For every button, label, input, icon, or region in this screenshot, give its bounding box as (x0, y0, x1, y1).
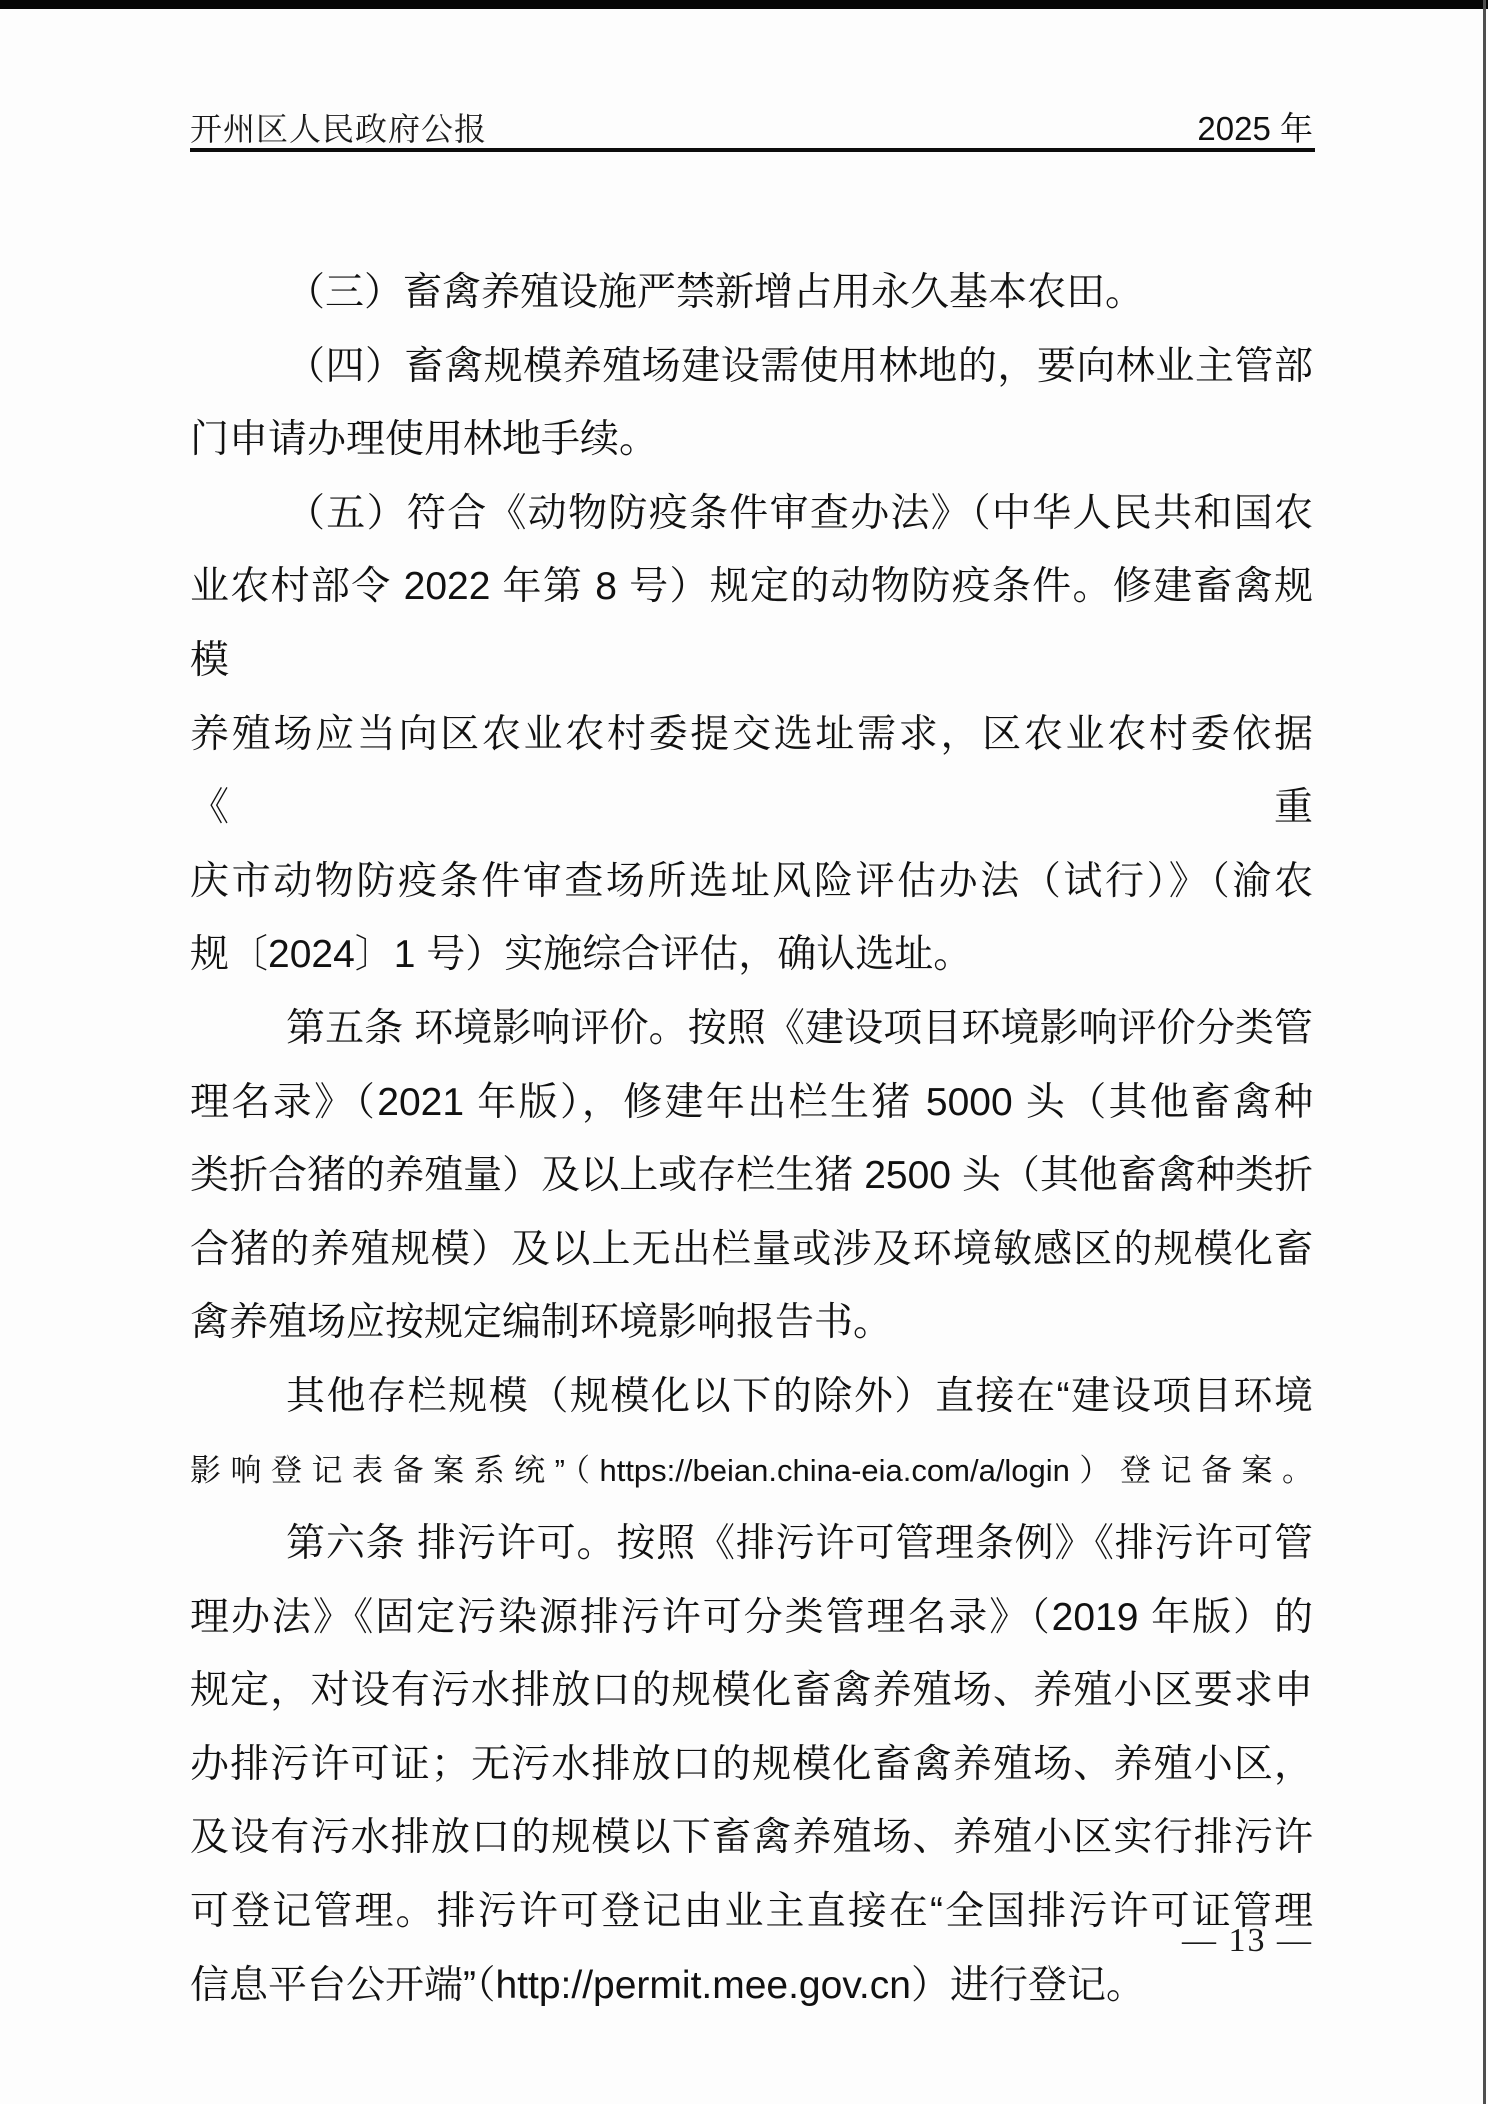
body-line: 禽养殖场应按规定编制环境影响报告书。 (190, 1301, 893, 1345)
body-line: 办排污许可证；无污水排放口的规模化畜禽养殖场、养殖小区， (190, 1742, 1313, 1786)
body-line-registration-url: 影响登记表备案系统”（https://beian.china-eia.com/a/login）登记备案。 (190, 1452, 1313, 1488)
body-line: 庆市动物防疫条件审查场所选址风险评估办法（试行）》（渝农 (190, 859, 1313, 903)
body-line: 规〔2024〕1 号）实施综合评估，确认选址。 (190, 933, 973, 977)
page-header (190, 103, 1313, 150)
body-line-permit-url: 信息平台公开端”（http://permit.mee.gov.cn）进行登记。 (190, 1963, 1145, 2007)
body-line: 规定，对设有污水排放口的规模化畜禽养殖场、养殖小区要求申 (190, 1669, 1313, 1713)
page-footer (1182, 1922, 1313, 1960)
body-line: （五）符合《动物防疫条件审查办法》（中华人民共和国农 (286, 491, 1313, 535)
body-line: 养殖场应当向区农业农村委提交选址需求，区农业农村委依据《重 (190, 712, 1313, 830)
gazette-title: 开州区人民政府公报 (190, 111, 488, 147)
body-line: 理办法》《固定污染源排污许可分类管理名录》（2019 年版）的 (190, 1595, 1313, 1639)
body-line: 门申请办理使用林地手续。 (190, 418, 659, 462)
body-line: 可登记管理。排污许可登记由业主直接在“全国排污许可证管理 (190, 1890, 1313, 1934)
body-line: 第六条 排污许可。按照《排污许可管理条例》《排污许可管 (286, 1522, 1313, 1566)
document-body (190, 256, 1313, 2022)
body-line: 及设有污水排放口的规模以下畜禽养殖场、养殖小区实行排污许 (190, 1816, 1313, 1860)
page-number: — 13 — (1182, 1922, 1313, 1959)
scan-right-edge-artifact (1483, 0, 1486, 2104)
body-line: 业农村部令 2022 年第 8 号）规定的动物防疫条件。修建畜禽规模 (190, 565, 1313, 682)
body-line: （四）畜禽规模养殖场建设需使用林地的，要向林业主管部 (286, 344, 1313, 388)
body-line: 类折合猪的养殖量）及以上或存栏生猪 2500 头（其他畜禽种类折 (190, 1154, 1313, 1198)
header-rule (190, 148, 1315, 152)
gazette-year: 2025 年 (1197, 110, 1313, 147)
body-line: 理名录》（2021 年版），修建年出栏生猪 5000 头（其他畜禽种 (190, 1080, 1313, 1124)
scan-top-edge-artifact (0, 0, 1488, 9)
body-line: 第五条 环境影响评价。按照《建设项目环境影响评价分类管 (286, 1006, 1313, 1050)
body-line: 其他存栏规模（规模化以下的除外）直接在“建设项目环境 (286, 1374, 1313, 1418)
body-line: （三）畜禽养殖设施严禁新增占用永久基本农田。 (286, 271, 1145, 314)
body-line: 合猪的养殖规模）及以上无出栏量或涉及环境敏感区的规模化畜 (190, 1227, 1313, 1271)
